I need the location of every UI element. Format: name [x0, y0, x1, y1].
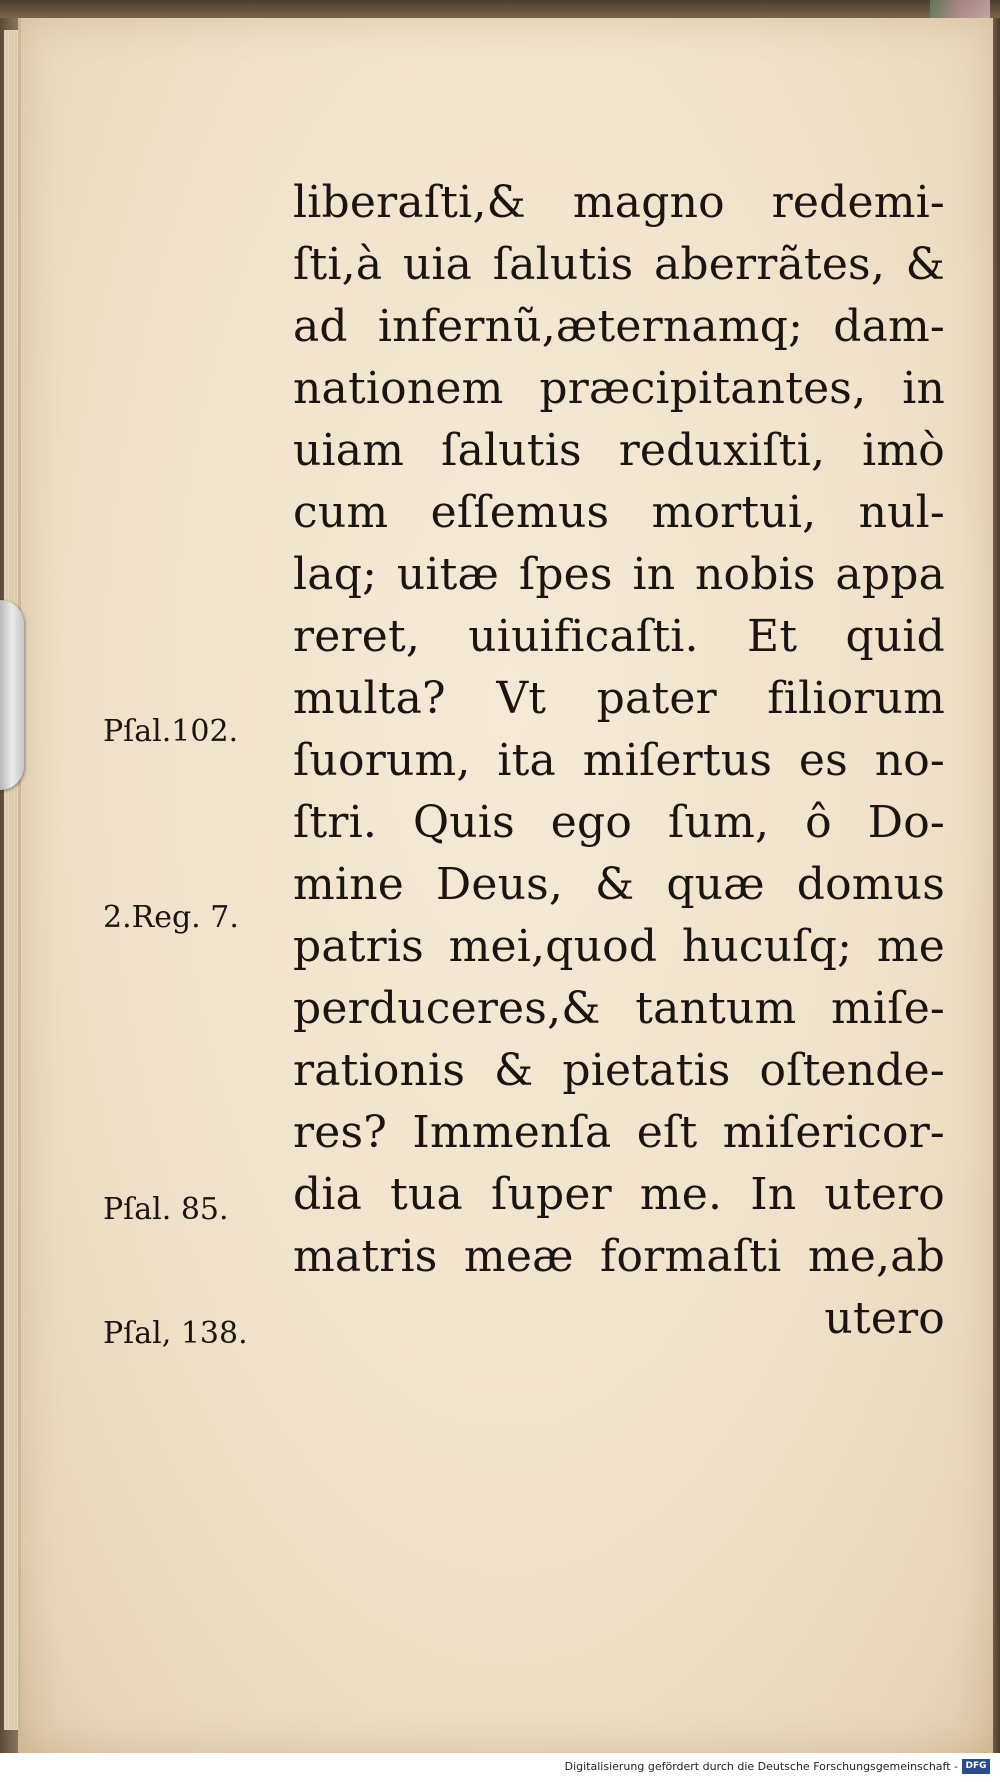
text-line: laq; uitæ ſpes in nobis appa: [293, 549, 945, 600]
digitization-footer: [0, 1753, 1000, 1782]
margin-note-2-reg-7: 2.Reg. 7.: [103, 900, 239, 935]
text-line: patris mei,quod hucuſq; me: [293, 921, 945, 972]
text-line: matris meæ formaſti me,ab: [293, 1231, 945, 1282]
text-line: multa? Vt pater filiorum: [293, 673, 945, 724]
page-clip: [0, 600, 24, 790]
margin-note-psalm-85: Pſal. 85.: [103, 1192, 229, 1227]
text-line: ſuorum, ita miſertus es no-: [293, 735, 945, 786]
text-line: ad infernũ,æternamq; dam-: [293, 301, 945, 352]
text-line: mine Deus, & quæ domus: [293, 859, 945, 910]
text-line: ſti,à uia ſalutis aberrãtes, &: [293, 239, 945, 290]
text-line: dia tua ſuper me. In utero: [293, 1169, 945, 1220]
text-line: liberaſti,& magno redemi-: [293, 177, 945, 228]
text-line: res? Immenſa eſt miſericor-: [293, 1107, 945, 1158]
text-line: uiam ſalutis reduxiſti, imò: [293, 425, 945, 476]
margin-note-psalm-138: Pſal, 138.: [103, 1316, 248, 1351]
page-edges: [4, 30, 18, 1730]
text-line: rationis & pietatis oſtende-: [293, 1045, 945, 1096]
book-page: [18, 18, 993, 1755]
text-line: perduceres,& tantum miſe-: [293, 983, 945, 1034]
footer-credit: Digitalisierung gefördert durch die Deutsche Forschungsgemeinschaft -: [564, 1760, 958, 1773]
text-line: ſtri. Quis ego ſum, ô Do-: [293, 797, 945, 848]
text-line: reret, uiuificaſti. Et quid: [293, 611, 945, 662]
book-top-edge: [0, 0, 1000, 18]
margin-note-psalm-102: Pſal.102.: [103, 714, 239, 749]
dfg-logo: DFG: [962, 1759, 990, 1774]
text-line: cum eſſemus mortui, nul-: [293, 487, 945, 538]
text-line: nationem præcipitantes, in: [293, 363, 945, 414]
main-text: [293, 172, 945, 1350]
book-cover-corner: [930, 0, 990, 18]
catchword: utero: [824, 1293, 945, 1344]
